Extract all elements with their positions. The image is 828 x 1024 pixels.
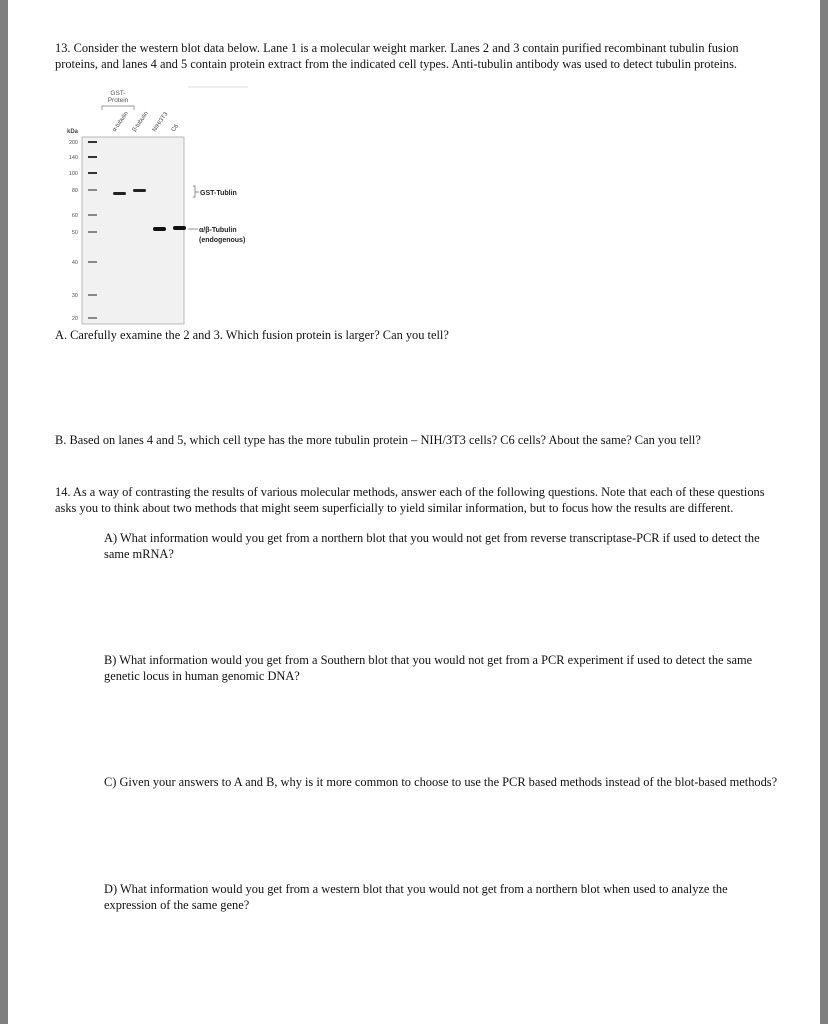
marker-label: 200 <box>68 140 78 146</box>
marker-label: 30 <box>71 293 78 299</box>
lane-label-nih3t3: NIH/3T3 <box>151 111 170 134</box>
band-gst-beta <box>133 189 146 192</box>
question-14a: A) What information would you get from a northern blot that you would not get from reverse transcriptase-PCR if used to detect the same mRNA? <box>104 531 760 561</box>
band-gst-alpha <box>113 192 126 195</box>
marker-band <box>88 261 97 263</box>
marker-band <box>88 294 97 296</box>
lane-label-beta: β-tubulin <box>131 110 150 134</box>
marker-band <box>88 141 97 143</box>
marker-label: 80 <box>71 188 78 194</box>
marker-label: 20 <box>71 316 78 322</box>
marker-band <box>88 172 97 174</box>
western-blot-figure <box>8 0 820 340</box>
marker-band <box>88 231 97 233</box>
band-c6 <box>173 226 186 230</box>
marker-label: 50 <box>71 230 78 236</box>
marker-band <box>88 189 97 191</box>
blot-membrane <box>82 137 184 324</box>
lane-label-c6: C6 <box>170 123 181 134</box>
kda-label: kDa <box>67 129 79 135</box>
question-13b: B. Based on lanes 4 and 5, which cell type has the more tubulin protein – NIH/3T3 cells? C6 cells? About the same? Can you tell? <box>55 433 701 447</box>
band-nih3t3 <box>153 227 166 231</box>
document-page <box>8 0 820 1024</box>
lane-label-alpha: α-tubulin <box>111 110 130 134</box>
band-label-endogenous: (endogenous) <box>199 237 246 244</box>
marker-band <box>88 317 97 319</box>
question-14b: B) What information would you get from a Southern blot that you would not get from a PCR experiment if used to detect the same genetic locus in human genomic DNA? <box>104 653 753 683</box>
band-label-gst-tubulin: GST-Tublin <box>200 190 237 197</box>
question-14-intro: 14. As a way of contrasting the results of various molecular methods, answer each of the following questions. Note that each of these questions asks you to think about two methods that might seem superficially to yield similar information, but to focus how the results are different. <box>55 485 765 515</box>
marker-label: 40 <box>71 260 78 266</box>
marker-label: 60 <box>71 213 78 219</box>
gst-bracket <box>193 186 199 197</box>
marker-label: 140 <box>68 155 78 161</box>
question-13a: A. Carefully examine the 2 and 3. Which fusion protein is larger? Can you tell? <box>55 328 449 342</box>
question-13-intro: 13. Consider the western blot data below. Lane 1 is a molecular weight marker. Lanes 2 and 3 contain purified recombinant tubulin fusion proteins, and lanes 4 and 5 contain protein extract from the indicated cell types. Anti-tubulin antibody was used to detect tubulin proteins. <box>55 41 739 71</box>
question-14d: D) What information would you get from a western blot that you would not get from a northern blot when used to analyze the expression of the same gene? <box>104 882 728 912</box>
group-label-2: Protein <box>107 97 129 104</box>
marker-band <box>88 156 97 158</box>
marker-band <box>88 214 97 216</box>
marker-label: 100 <box>68 171 78 177</box>
question-14c: C) Given your answers to A and B, why is it more common to choose to use the PCR based methods instead of the blot-based methods? <box>104 775 778 789</box>
group-bracket <box>102 106 134 110</box>
group-label-1: GST- <box>110 90 126 97</box>
band-label-tubulin: α/β-Tubulin <box>199 227 237 234</box>
